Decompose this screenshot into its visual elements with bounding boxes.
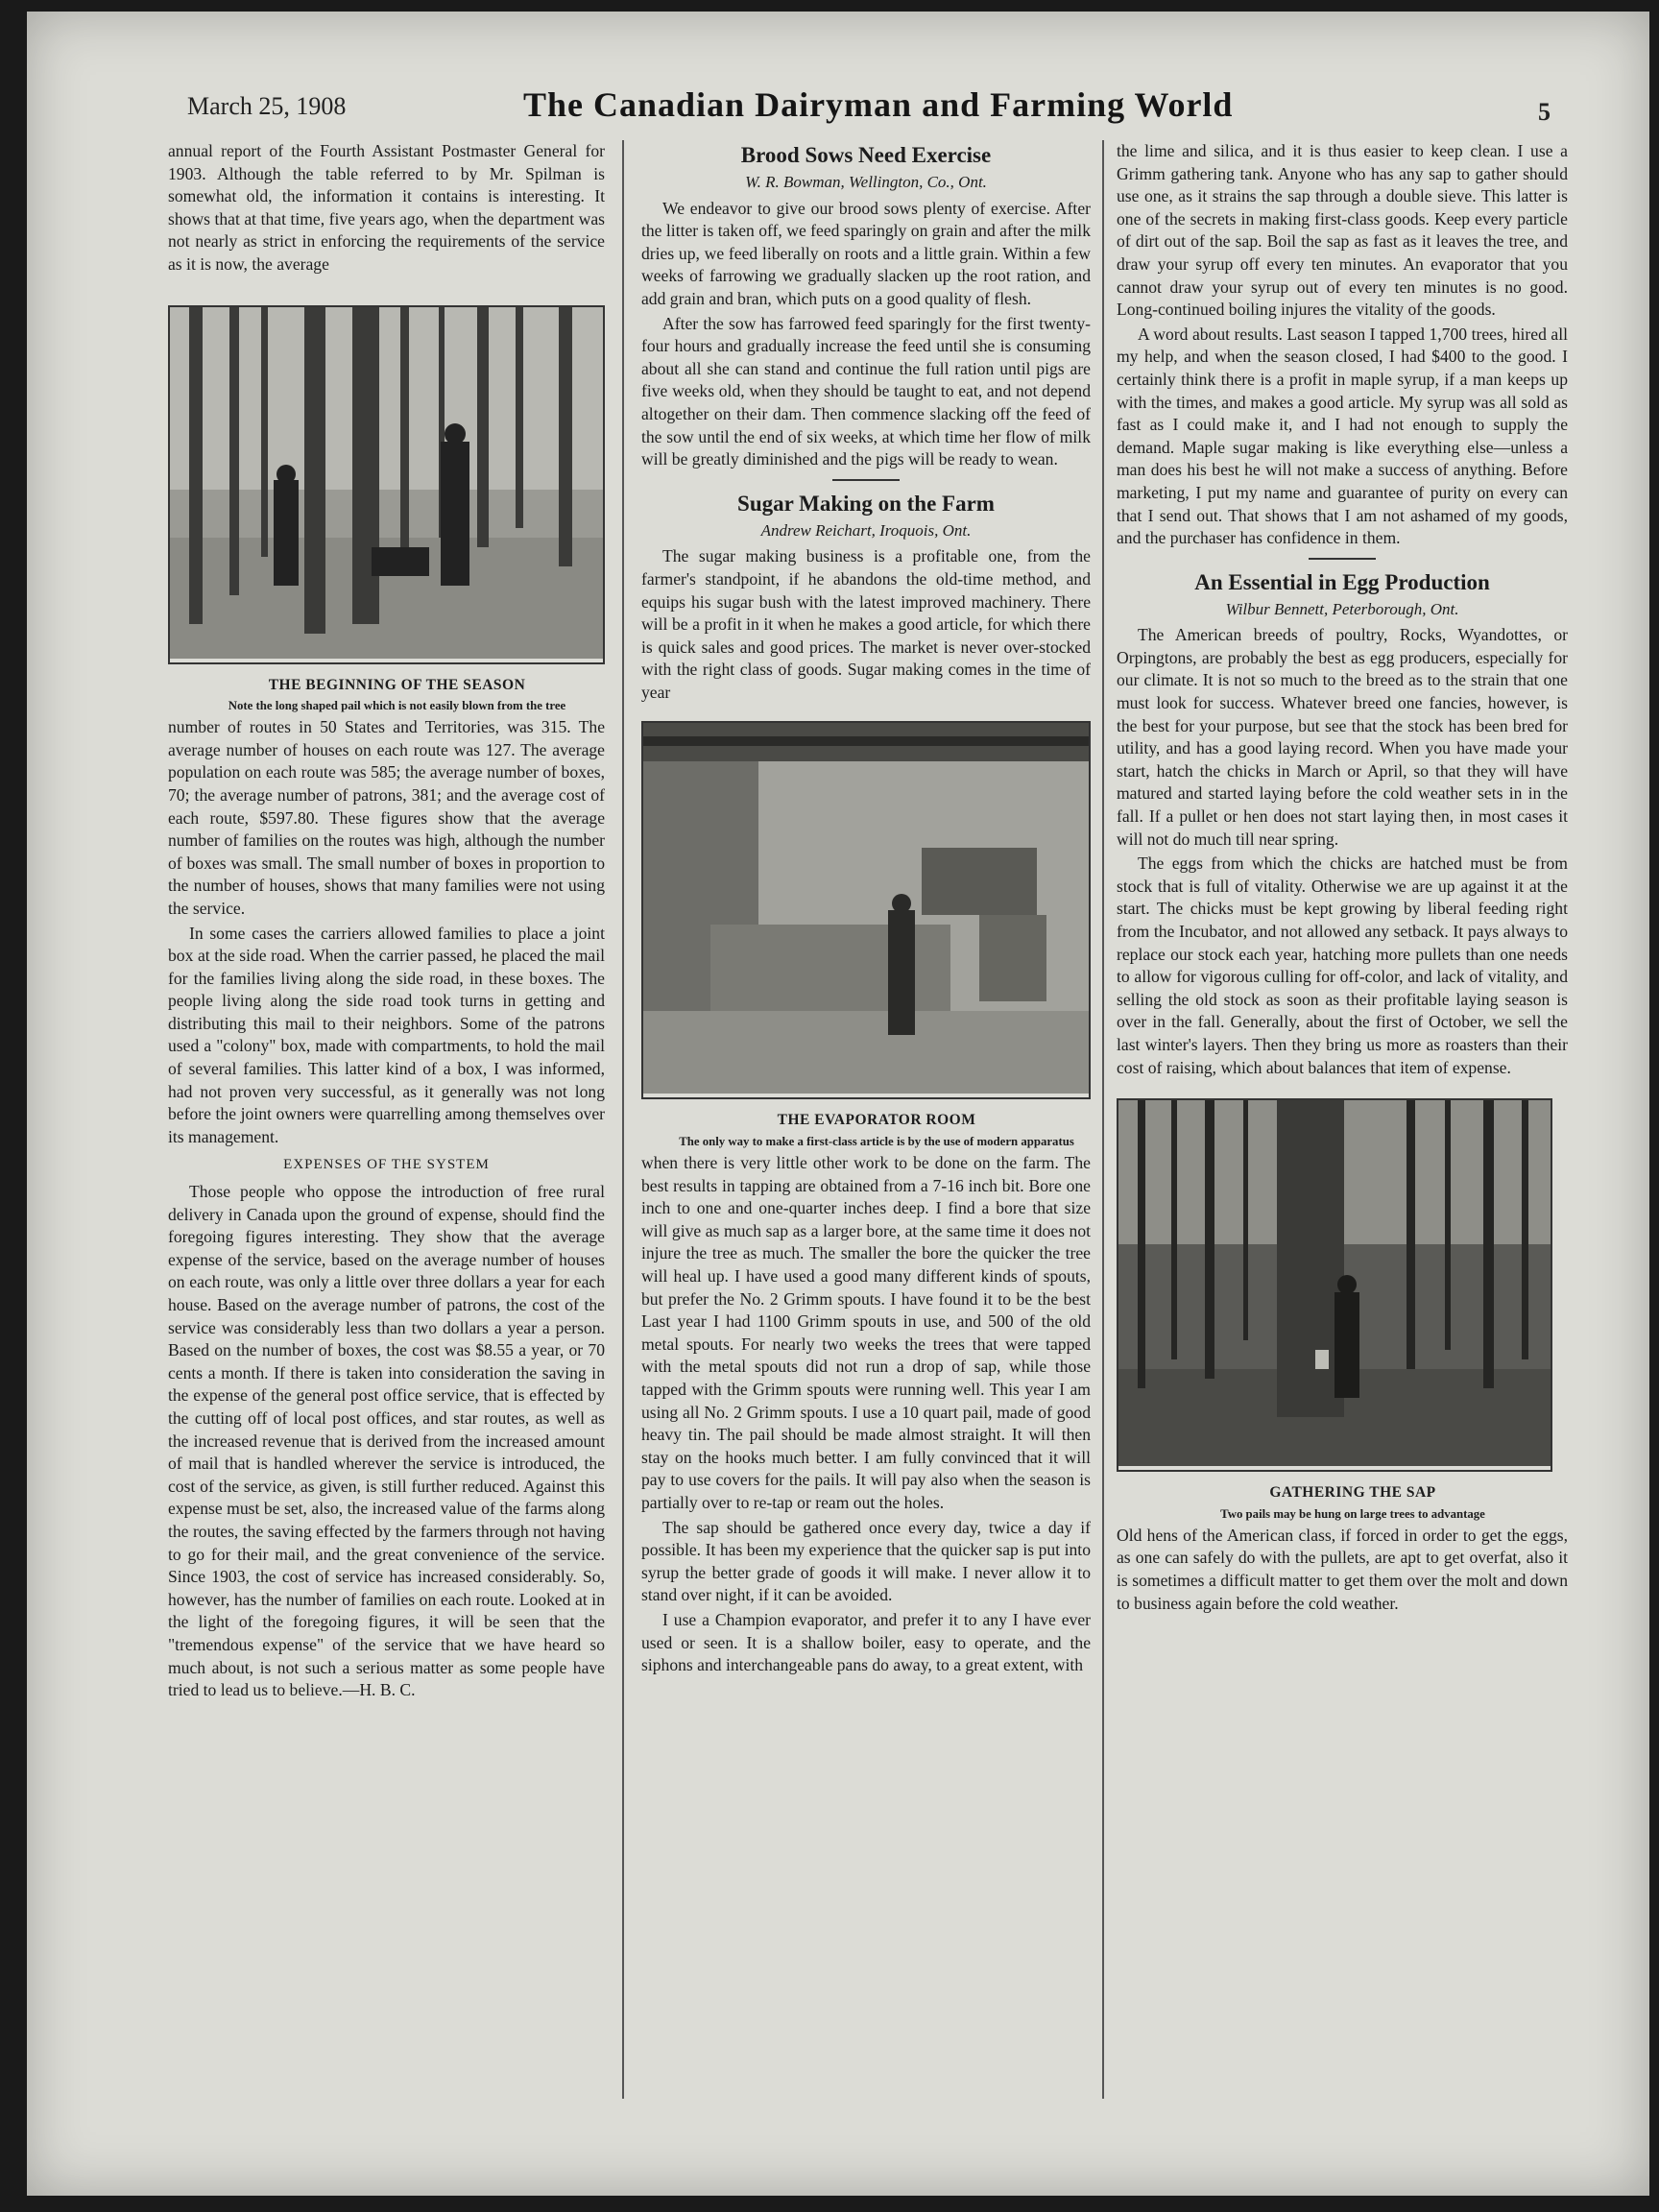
section-subhead: EXPENSES OF THE SYSTEM <box>283 1157 490 1173</box>
paragraph: Old hens of the American class, if forced in order to get the eggs, as one can safely do with the pullets, are apt to get overfat, also it is sometimes a difficult matter to get them over the molt and down to business again before the cold weather. <box>1117 1525 1568 1613</box>
photo-caption: THE EVAPORATOR ROOM <box>777 1112 976 1129</box>
publication-title: The Canadian Dairyman and Farming World <box>523 85 1234 124</box>
paragraph: A word about results. Last season I tapped 1,700 trees, hired all my help, and when the season closed, I had $400 to the good. I certainly think there is a profit in maple syrup, if a man keeps up with the times, and makes a good article. My syrup was all sold as fast as I could make it, and I had not enough to supply the demand. Maple sugar making is like everything else—unless a man does his best he will not make a success of anything. Before marketing, I put my name and guarantee of purity on every can that I send out. That shows that I am not ashamed of my goods, and the purchaser has confidence in them. <box>1117 324 1568 548</box>
paragraph: I use a Champion evaporator, and prefer it to any I have ever used or seen. It is a shallow boiler, easy to operate, and the siphons and interchangeable pans do away, to a great extent, with <box>641 1609 1091 1675</box>
article-title: Sugar Making on the Farm <box>737 491 995 516</box>
paragraph: The sugar making business is a profitable one, from the farmer's standpoint, if he abandons the old-time method, and equips his sugar bush with the latest improved machinery. There will be a profit in it when he makes a good article, for which there is quick sales and good prices. The market is never over-stocked with the right class of goods. Sugar making comes in the time of year <box>641 546 1091 702</box>
article-separator <box>832 479 900 481</box>
photo-caption: THE BEGINNING OF THE SEASON <box>268 676 526 693</box>
paragraph: the lime and silica, and it is thus easier to keep clean. I use a Grimm gathering tank. Anyone who has any sap to gather should use one, as it strains the sap through a double sieve. This latter is one of the secrets in making first-class goods. Keep every particle of dirt out of the sap. Boil the sap as fast as it leaves the tree, and draw your syrup off every ten minutes. An evaporator that you cannot draw your syrup out of every ten minutes is no good. Long-continued boiling injures the vitality of the goods. <box>1117 141 1568 320</box>
article-byline: Andrew Reichart, Iroquois, Ont. <box>760 520 972 540</box>
column-2 <box>641 140 1091 1679</box>
paragraph: when there is very little other work to be done on the farm. The best results in tapping are obtained from a 7-16 inch bit. Bore one inch to one and one-quarter inches deep. I find a bore that size will give as much sap as a larger bore, at the same time it does not injure the tree as much. The smaller the bore the quicker the tree will heal up. I have used a good many different kinds of spouts, but prefer the No. 2 Grimm spouts. I have found it to be the best Last year I had 1100 Grimm spouts in use, and 500 of the old metal spouts. For nearly two weeks the trees that were tapped with the metal spouts did not run a drop of sap, while those tapped with the Grimm spouts were running well. This year I am using all No. 2 Grimm spouts. I use a 10 quart pail, made of good heavy tin. The pail should be made almost straight. It will then stay on the hooks much better. I am fully convinced that it will pay to use covers for the pails. It will pay also when the season is partially over to re-tap or ream out the holes. <box>641 1153 1091 1512</box>
article-byline: Wilbur Bennett, Peterborough, Ont. <box>1225 599 1459 618</box>
paragraph: annual report of the Fourth Assistant Postmaster General for 1903. Although the table referred to by Mr. Spilman is somewhat old, the information it contains is interesting. It shows that at that time, five years ago, when the department was not nearly as strict in enforcing the requirements of the service as it is now, the average <box>168 141 605 274</box>
article-title: Brood Sows Need Exercise <box>740 143 992 167</box>
paragraph: Those people who oppose the introduction of free rural delivery in Canada upon the ground of expense, should find the foregoing figures interesting. They show that the average expense of the service, based on the average number of houses on each route, was only a little over three dollars a year for each house. Based on the average number of patrons, the cost of the service was considerably less than two dollars a year a person. Based on the number of boxes, the cost was $8.55 a year, or 70 cents a month. If there is taken into consideration the saving in the expense of the general post office service, that is effected by the cutting off of local post offices, and star routes, as well as the increased revenue that is derived from the increased amount of mail that is handled wherever the service is introduced, the cost of the service, as given, is still further reduced. Against this expense must be set, also, the increased value of the farms along the routes, the saving effected by the farmers through not having to go for their mail, and the great convenience of the service. Since 1903, the cost of service has increased considerably. So, however, has the number of families on each route. Looked at in the light of the foregoing figures, it will be seen that the "tremendous expense" of the service that we have heard so much about, is not such a serious matter as some people have tried to lead us to believe.—H. B. C. <box>168 1182 605 1700</box>
article-title: An Essential in Egg Production <box>1194 569 1490 594</box>
photo-evaporator-room <box>641 721 1091 1099</box>
forest-photo <box>170 307 603 659</box>
gathering-sap-photo <box>1118 1100 1551 1466</box>
column-rule <box>1102 140 1104 2099</box>
photo-subcaption: Two pails may be hung on large trees to advantage <box>1220 1506 1485 1521</box>
paragraph: The sap should be gathered once every day, twice a day if possible. It has been my experience that the quicker sap is put into syrup the better grade of goods it will make. I never allow it to stand over night, if it can be avoided. <box>641 1517 1091 1605</box>
page-number: 5 <box>1538 98 1551 126</box>
paragraph: The American breeds of poultry, Rocks, Wyandottes, or Orpingtons, are probably the best as egg producers, especially for our climate. It is not so much to the breed as to the strain that one must look for success. Whatever breed one fancies, however, is the best for your purpose, but see that the stock has been bred for utility, and has a good laying record. When you have made your start, hatch the chicks in March or April, so that they will have matured and started laying before the cold weather sets in in the fall. If a pullet or hen does not start laying then, in most cases it will not do much till near spring. <box>1117 625 1568 849</box>
column-1 <box>168 140 605 1704</box>
article-byline: W. R. Bowman, Wellington, Co., Ont. <box>745 173 987 191</box>
paragraph: After the sow has farrowed feed sparingly for the first twenty-four hours and gradually increase the feed until she is consuming about all she can stand and continue the full ration until pigs are five weeks old, when they should be taught to eat, and not depend altogether on their dam. Then commence slacking off the feed of the sow until the end of six weeks, at which time her flow of milk will be greatly diminished and the pigs will be ready to wean. <box>641 313 1091 469</box>
evaporator-room-photo <box>643 723 1089 1094</box>
photo-gathering-sap <box>1117 1098 1552 1472</box>
paragraph: In some cases the carriers allowed families to place a joint box at the side road. When the carrier passed, he placed the mail for the families living along the side road, in these boxes. The people living along the side road took turns in getting and distributing this mail to their neighbors. Some of the patrons used a "colony" box, made with compartments, to hold the mail of several families. This latter kind of a box, I was informed, had not proven very successful, as it generally was not long before the joint owners were quarrelling among themselves over its management. <box>168 923 605 1146</box>
photo-subcaption: The only way to make a first-class article is by the use of modern apparatus <box>679 1135 1074 1149</box>
article-separator <box>1309 558 1376 560</box>
paragraph: number of routes in 50 States and Territories, was 315. The average number of houses on each route was 127. The average population on each route was 585; the average number of boxes, 70; the average number of patrons, 381; and the average cost of each route, $597.80. These figures show that the average number of families on the routes was high, although the number of boxes was small. The small number of boxes in proportion to the number of houses, shows that many families were not using the service. <box>168 717 605 918</box>
masthead <box>187 84 1551 131</box>
column-3 <box>1117 140 1568 1617</box>
column-rule <box>622 140 624 2099</box>
photo-beginning-of-season <box>168 305 605 664</box>
photo-caption: GATHERING THE SAP <box>1269 1484 1436 1502</box>
issue-date: March 25, 1908 <box>187 92 347 120</box>
paragraph: We endeavor to give our brood sows plenty of exercise. After the litter is taken off, we feed sparingly on grain and after the milk dries up, we feed liberally on roots and a little grain. Within a few weeks of farrowing we gradually slacken up the root ration, and add grain and bran, which puts on a good quality of flesh. <box>641 198 1091 308</box>
paragraph: The eggs from which the chicks are hatched must be from stock that is full of vitality. Otherwise we are up against it at the start. The chicks must be kept growing by liberal feeding right from the Incubator, and not allowed any setback. It pays always to replace our stock each year, hatching more pullets than one needs to allow for vigorous culling for off-color, and lack of vitality, and selling the old stock as soon as their profitable laying season is over in the fall. Generally, about the first of October, we sell the last winter's layers. Then they bring us more as roasters than their cost of raising, which about balances that item of expense. <box>1117 854 1568 1077</box>
photo-subcaption: Note the long shaped pail which is not easily blown from the tree <box>228 699 566 713</box>
